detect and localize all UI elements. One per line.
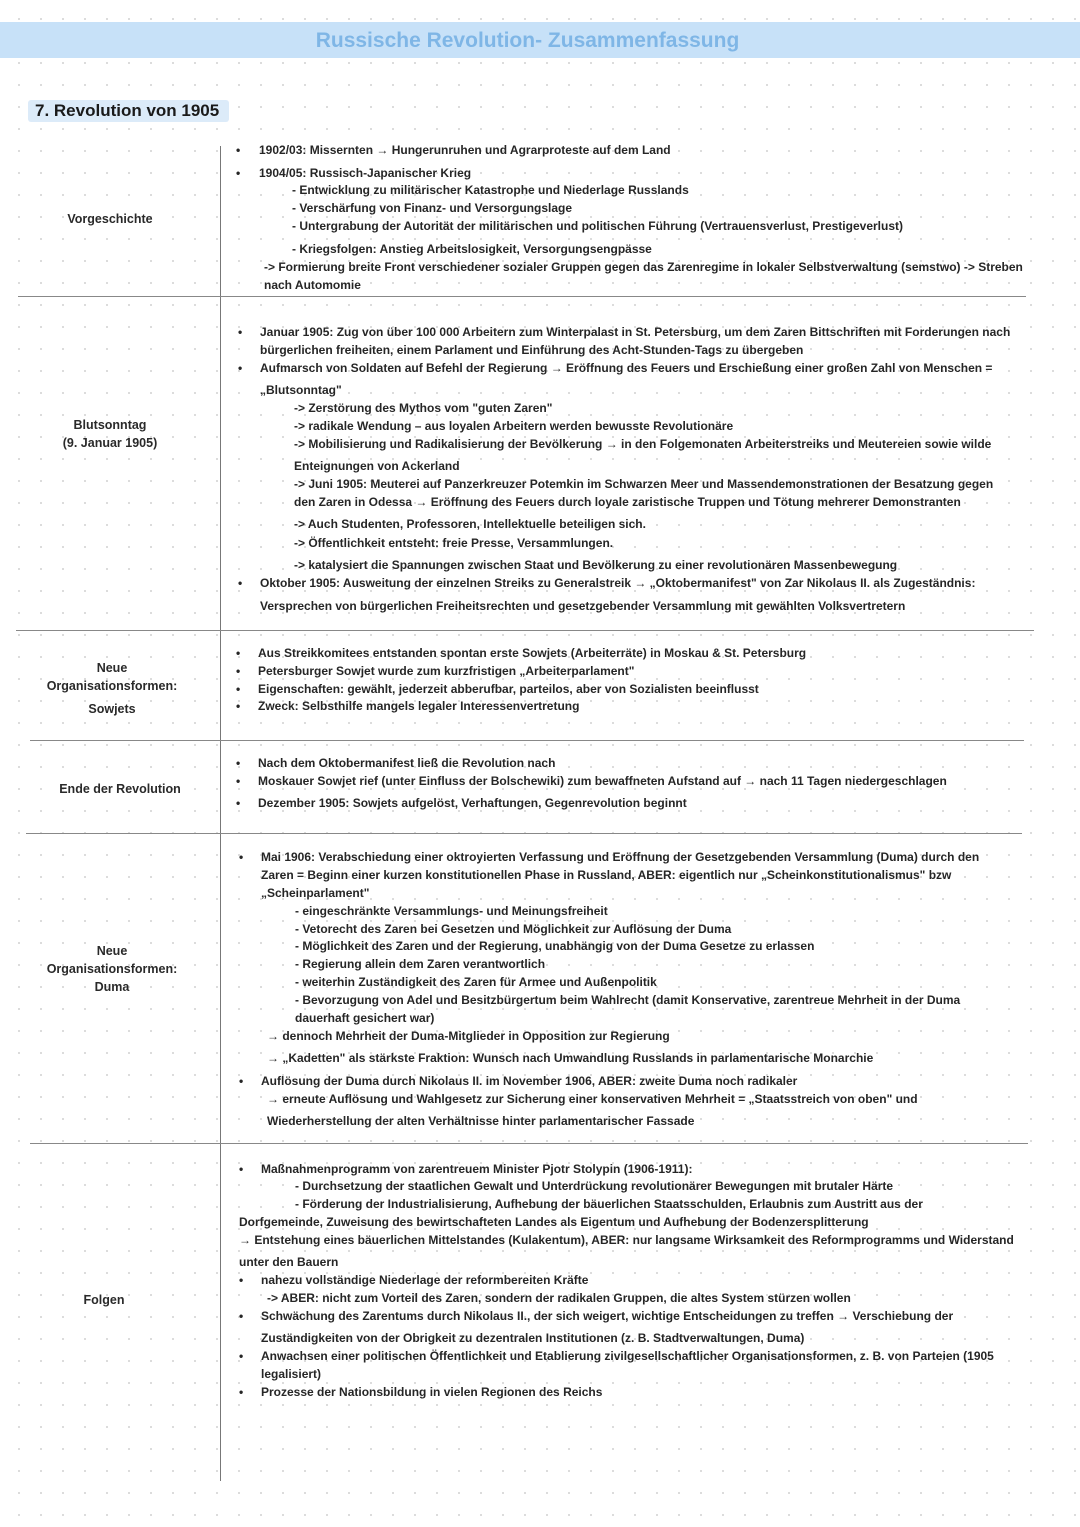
bullet: • <box>239 1385 244 1399</box>
text-line: legalisiert) <box>261 1367 322 1381</box>
text-line: → „Kadetten" als stärkste Fraktion: Wunsch nach Umwandlung Russlands in parlamentarische Monarchie <box>267 1051 874 1065</box>
bullet: • <box>238 361 243 375</box>
text-line: „Scheinparlament" <box>261 886 370 900</box>
bullet: • <box>239 1273 244 1287</box>
text-line: → erneute Auflösung und Wahlgesetz zur Sicherung einer konservativen Mehrheit = „Staatsstreich von oben" und <box>267 1092 918 1106</box>
text-line: Januar 1905: Zug von über 100 000 Arbeitern zum Winterpalast in St. Petersburg, um dem Zaren Bittschriften mit Forderungen nach <box>260 325 1011 339</box>
text-line: Enteignungen von Ackerland <box>294 459 460 473</box>
bullet: • <box>236 664 241 678</box>
bullet: • <box>236 166 241 180</box>
row-label-folgen: Folgen <box>83 1293 125 1307</box>
row-label-sowjets: Neue Organisationsformen: Sowjets <box>46 661 178 716</box>
row-label-vorgeschichte: Vorgeschichte <box>67 212 153 226</box>
text-line: nach Automomie <box>264 278 361 292</box>
text-line: - Möglichkeit des Zaren und der Regierung, unabhängig von der Duma Gesetze zu erlassen <box>295 939 815 953</box>
text-line: -> Zerstörung des Mythos vom "guten Zaren" <box>294 401 553 415</box>
text-line: Aufmarsch von Soldaten auf Befehl der Regierung → Eröffnung des Feuers und Erschießung einer großen Zahl von Menschen = <box>260 361 993 375</box>
text-line: Petersburger Sowjet wurde zum kurzfristigen „Arbeiterparlament" <box>258 664 635 678</box>
bullet: • <box>236 699 241 713</box>
text-line: -> Formierung breite Front verschiedener sozialer Gruppen gegen das Zarenregime in lokaler Selbstverwaltung (semstwo) -> Streben <box>264 260 1023 274</box>
text-line: -> katalysiert die Spannungen zwischen Staat und Bevölkerung zu einer revolutionären Massenbewegung <box>294 558 898 572</box>
text-line: Auflösung der Duma durch Nikolaus II. im November 1906, ABER: zweite Duma noch radikaler <box>261 1074 798 1088</box>
text-line: -> Juni 1905: Meuterei auf Panzerkreuzer Potemkin im Schwarzen Meer und Massendemonstrationen der Besatzung gegen <box>294 477 994 491</box>
text-line: Prozesse der Nationsbildung in vielen Regionen des Reichs <box>261 1385 603 1399</box>
row-divider <box>26 833 1022 834</box>
text-line: Wiederherstellung der alten Verhältnisse hinter parlamentarischer Fassade <box>267 1114 695 1128</box>
column-divider <box>220 146 221 1481</box>
bullet: • <box>236 646 241 660</box>
text-line: Zweck: Selbsthilfe mangels legaler Interessenvertretung <box>258 699 580 713</box>
text-line: Nach dem Oktobermanifest ließ die Revolution nach <box>258 756 556 770</box>
bullet: • <box>236 796 241 810</box>
text-line: 1904/05: Russisch-Japanischer Krieg <box>259 166 472 180</box>
text-line: Maßnahmenprogramm von zarentreuem Minister Pjotr Stolypin (1906-1911): <box>261 1162 693 1176</box>
text-line: - Durchsetzung der staatlichen Gewalt und Unterdrückung revolutionärer Bewegungen mit brutaler Härte <box>295 1179 894 1193</box>
text-line: Versprechen von bürgerlichen Freiheitsrechten und gesetzgebender Versammlung mit gewählten Volksvertretern <box>260 599 906 613</box>
text-line: - Regierung allein dem Zaren verantwortlich <box>295 957 546 971</box>
text-line: → dennoch Mehrheit der Duma-Mitglieder in Opposition zur Regierung <box>267 1029 670 1043</box>
text-line: 1902/03: Missernten → Hungerunruhen und Agrarproteste auf dem Land <box>259 143 671 157</box>
text-line: den Zaren in Odessa → Eröffnung des Feuers durch loyale zaristische Truppen und Tötung mehrerer Demonstranten <box>294 495 961 509</box>
row-divider <box>18 296 1026 297</box>
text-line: - Förderung der Industrialisierung, Aufhebung der bäuerlichen Staatsschulden, Erlaubnis zum Austritt aus der <box>295 1197 923 1211</box>
row-divider <box>30 740 1024 741</box>
text-line: Anwachsen einer politischen Öffentlichkeit und Etablierung zivilgesellschaftlicher Organisationsformen, z. B. von Parteien (1905 <box>261 1349 994 1363</box>
text-line: unter den Bauern <box>239 1255 339 1269</box>
text-line: - Entwicklung zu militärischer Katastrophe und Niederlage Russlands <box>292 183 689 197</box>
text-line: „Blutsonntag" <box>260 383 342 397</box>
text-line: - Kriegsfolgen: Anstieg Arbeitslosigkeit, Versorgungsengpässe <box>292 242 652 256</box>
text-line: -> radikale Wendung – aus loyalen Arbeitern werden bewusste Revolutionäre <box>294 419 734 433</box>
text-line: dauerhaft gesichert war) <box>295 1011 435 1025</box>
text-line: Dezember 1905: Sowjets aufgelöst, Verhaftungen, Gegenrevolution beginnt <box>258 796 687 810</box>
row-label-blutsonntag: Blutsonntag (9. Januar 1905) <box>62 418 158 450</box>
bullet: • <box>239 1074 244 1088</box>
bullet: • <box>239 1349 244 1363</box>
bullet: • <box>236 682 241 696</box>
page-title: Russische Revolution- Zusammenfassung <box>315 29 740 52</box>
text-line: Eigenschaften: gewählt, jederzeit abberufbar, parteilos, aber von Sozialisten beeinflusst <box>258 682 759 696</box>
text-line: - eingeschränkte Versammlungs- und Meinungsfreiheit <box>295 904 608 918</box>
row-divider <box>16 630 1034 631</box>
row-label-ende: Ende der Revolution <box>59 782 181 796</box>
text-line: - Vetorecht des Zaren bei Gesetzen und Möglichkeit zur Auflösung der Duma <box>295 922 732 936</box>
bullet: • <box>239 1309 244 1323</box>
bullet: • <box>236 143 241 157</box>
text-line: Mai 1906: Verabschiedung einer oktroyierten Verfassung und Eröffnung der Gesetzgebenden Versammlung (Duma) durch den <box>261 850 980 864</box>
row-label-duma: Neue Organisationsformen: Duma <box>46 944 178 994</box>
bullet: • <box>238 325 243 339</box>
section-heading: 7. Revolution von 1905 <box>28 100 229 122</box>
text-line: Aus Streikkomitees entstanden spontan erste Sowjets (Arbeiterräte) in Moskau & St. Petersburg <box>258 646 807 660</box>
text-line: Dorfgemeinde, Zuweisung des bewirtschafteten Landes als Eigentum und Aufhebung der Bodenzersplitterung <box>239 1215 869 1229</box>
text-line: Oktober 1905: Ausweitung der einzelnen Streiks zu Generalstreik → „Oktobermanifest" von Zar Nikolaus II. als Zugeständnis: <box>260 576 976 590</box>
text-line: Schwächung des Zarentums durch Nikolaus II., der sich weigert, wichtige Entscheidungen zu treffen → Verschiebung der <box>261 1309 954 1323</box>
bullet: • <box>239 850 244 864</box>
text-line: - Bevorzugung von Adel und Besitzbürgertum beim Wahlrecht (damit Konservative, zarentreue Mehrheit in der Duma <box>295 993 961 1007</box>
text-line: -> ABER: nicht zum Vorteil des Zaren, sondern der radikalen Gruppen, die altes System stürzen wollen <box>267 1291 851 1305</box>
text-line: Zuständigkeiten von der Obrigkeit zu dezentralen Institutionen (z. B. Stadtverwaltungen, Duma) <box>261 1331 805 1345</box>
text-line: - Untergrabung der Autorität der militärischen und politischen Führung (Vertrauensverlust, Prestigeverlust) <box>292 219 903 233</box>
bullet: • <box>238 576 243 590</box>
text-line: Moskauer Sowjet rief (unter Einfluss der Bolschewiki) zum bewaffneten Aufstand auf → nach 11 Tagen niedergeschlagen <box>258 774 947 788</box>
text-line: -> Mobilisierung und Radikalisierung der Bevölkerung → in den Folgemonaten Arbeiterstreiks und Meutereien sowie wilde <box>294 437 992 451</box>
text-line: Zaren = Beginn einer kurzen konstitutionellen Phase in Russland, ABER: eigentlich nur „Scheinkonstitutionalismus" bzw <box>261 868 952 882</box>
text-line: → Entstehung eines bäuerlichen Mittelstandes (Kulakentum), ABER: nur langsame Wirksamkeit des Reformprogramms und Widerstand <box>239 1233 1014 1247</box>
text-line: -> Öffentlichkeit entsteht: freie Presse, Versammlungen. <box>294 536 614 550</box>
text-line: -> Auch Studenten, Professoren, Intellektuelle beteiligen sich. <box>294 517 646 531</box>
row-divider <box>30 1143 1028 1144</box>
bullet: • <box>236 774 241 788</box>
text-line: - Verschärfung von Finanz- und Versorgungslage <box>292 201 573 215</box>
text-line: nahezu vollständige Niederlage der reformbereiten Kräfte <box>261 1273 589 1287</box>
bullet: • <box>239 1162 244 1176</box>
bullet: • <box>236 756 241 770</box>
text-line: - weiterhin Zuständigkeit des Zaren für Armee und Außenpolitik <box>295 975 657 989</box>
text-line: bürgerlichen freiheiten, einem Parlament und Einführung des Acht-Stunden-Tags zu übergeben <box>260 343 804 357</box>
